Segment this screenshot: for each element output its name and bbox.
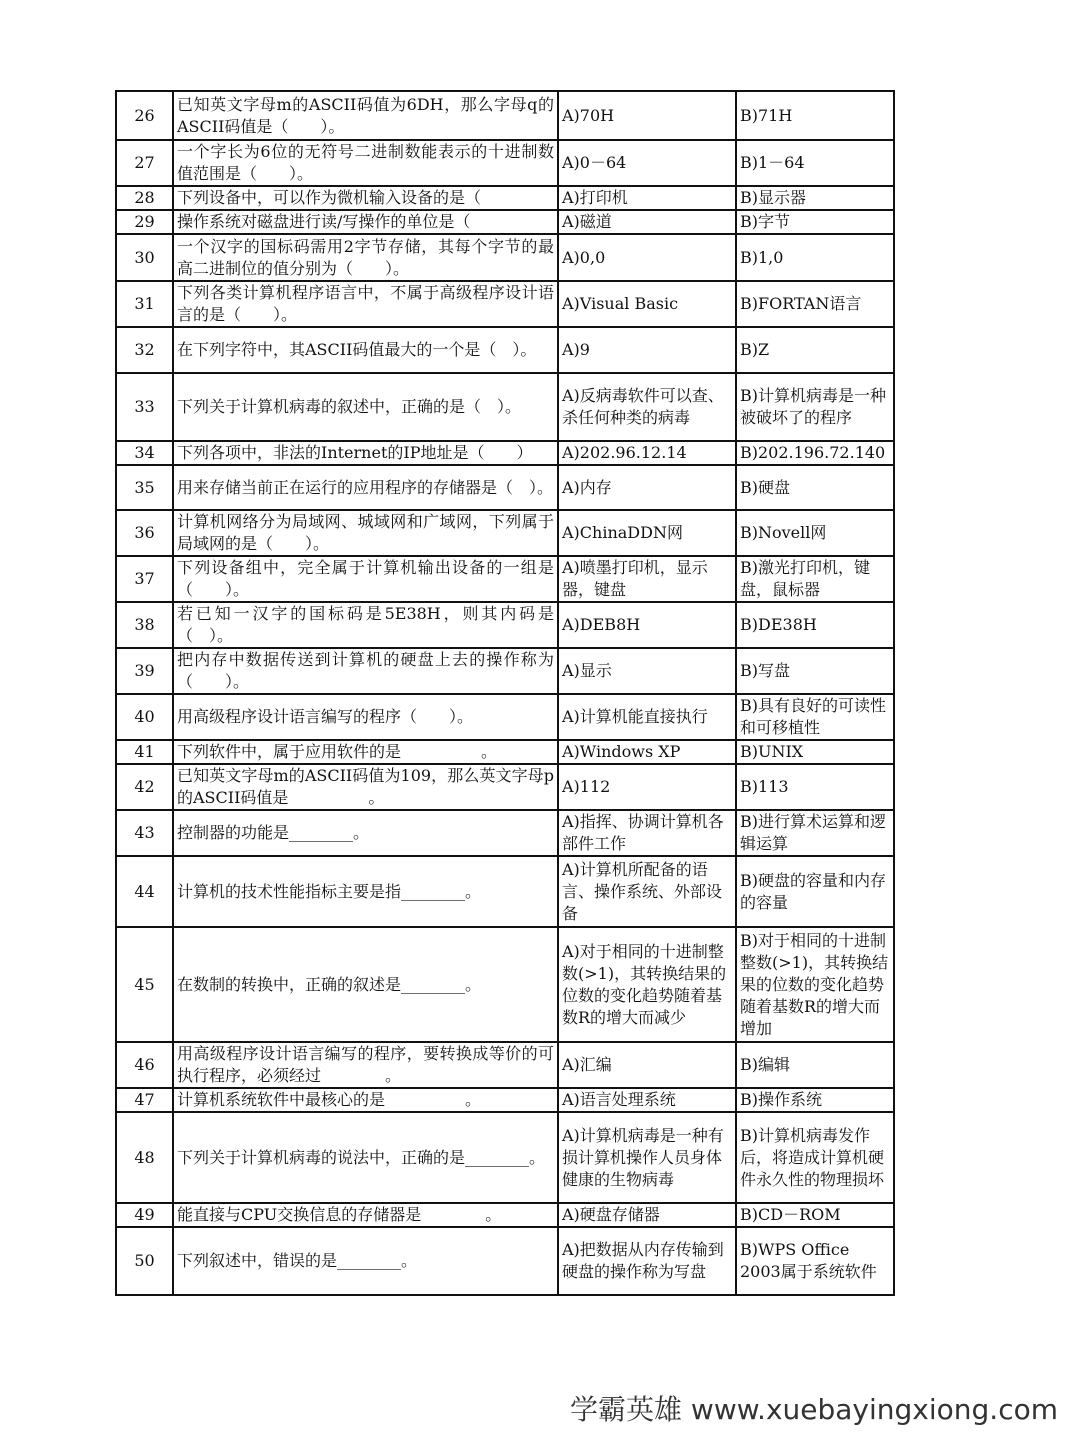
option-a: A)指挥、协调计算机各部件工作 — [558, 810, 736, 856]
question-number: 31 — [116, 281, 173, 327]
question-text: 一个字长为6位的无符号二进制数能表示的十进制数值范围是（ ）。 — [173, 140, 558, 186]
option-b: B)FORTAN语言 — [736, 281, 894, 327]
question-text: 下列设备中，可以作为微机输入设备的是（ — [173, 186, 558, 210]
option-b: B)编辑 — [736, 1042, 894, 1088]
question-text: 用高级程序设计语言编写的程序，要转换成等价的可执行程序，必须经过 。 — [173, 1042, 558, 1088]
table-row — [116, 694, 894, 740]
option-b: B)CD－ROM — [736, 1203, 894, 1227]
table-row — [116, 1088, 894, 1112]
question-number: 38 — [116, 602, 173, 648]
table-row — [116, 140, 894, 186]
option-a: A)202.96.12.14 — [558, 441, 736, 465]
option-b: B)对于相同的十进制整数(>1)，其转换结果的位数的变化趋势随着基数R的增大而增加 — [736, 927, 894, 1042]
question-number: 39 — [116, 648, 173, 694]
question-number: 27 — [116, 140, 173, 186]
question-text: 已知英文字母m的ASCII码值为109，那么英文字母p的ASCII码值是 。 — [173, 764, 558, 810]
option-a: A)喷墨打印机，显示器，键盘 — [558, 556, 736, 602]
question-text: 下列关于计算机病毒的说法中，正确的是________。 — [173, 1112, 558, 1203]
option-b: B)Novell网 — [736, 510, 894, 556]
question-text: 下列软件中，属于应用软件的是 。 — [173, 740, 558, 764]
option-a: A)显示 — [558, 648, 736, 694]
question-text: 下列关于计算机病毒的叙述中，正确的是（ ）。 — [173, 373, 558, 441]
option-a: A)0,0 — [558, 234, 736, 281]
table-row — [116, 602, 894, 648]
question-number: 29 — [116, 210, 173, 234]
option-a: A)打印机 — [558, 186, 736, 210]
option-b: B)202.196.72.140 — [736, 441, 894, 465]
table-row — [116, 927, 894, 1042]
question-number: 32 — [116, 327, 173, 373]
table-row — [116, 556, 894, 602]
table-row — [116, 1112, 894, 1203]
table-row — [116, 465, 894, 510]
option-a: A)对于相同的十进制整数(>1)，其转换结果的位数的变化趋势随着基数R的增大而减少 — [558, 927, 736, 1042]
option-a: A)0－64 — [558, 140, 736, 186]
question-number: 37 — [116, 556, 173, 602]
site-watermark: 学霸英雄 www.xuebayingxiong.com — [570, 1393, 1058, 1426]
question-text: 若已知一汉字的国标码是5E38H，则其内码是（ ）。 — [173, 602, 558, 648]
option-b: B)71H — [736, 91, 894, 140]
table-row — [116, 1203, 894, 1227]
question-number: 36 — [116, 510, 173, 556]
option-a: A)Windows XP — [558, 740, 736, 764]
option-a: A)内存 — [558, 465, 736, 510]
question-number: 41 — [116, 740, 173, 764]
option-a: A)磁道 — [558, 210, 736, 234]
option-a: A)ChinaDDN网 — [558, 510, 736, 556]
table-row — [116, 810, 894, 856]
question-number: 46 — [116, 1042, 173, 1088]
option-a: A)语言处理系统 — [558, 1088, 736, 1112]
question-number: 42 — [116, 764, 173, 810]
question-number: 44 — [116, 856, 173, 927]
table-row — [116, 740, 894, 764]
question-text: 控制器的功能是________。 — [173, 810, 558, 856]
option-b: B)激光打印机，键盘，鼠标器 — [736, 556, 894, 602]
option-a: A)70H — [558, 91, 736, 140]
question-number: 35 — [116, 465, 173, 510]
question-text: 下列各项中，非法的Internet的IP地址是（ ） — [173, 441, 558, 465]
question-text: 计算机网络分为局域网、城域网和广域网，下列属于局域网的是（ ）。 — [173, 510, 558, 556]
option-b: B)Z — [736, 327, 894, 373]
table-row — [116, 1227, 894, 1295]
question-text: 下列设备组中，完全属于计算机输出设备的一组是（ ）。 — [173, 556, 558, 602]
question-text: 计算机的技术性能指标主要是指________。 — [173, 856, 558, 927]
table-row — [116, 327, 894, 373]
question-text: 计算机系统软件中最核心的是 。 — [173, 1088, 558, 1112]
option-a: A)Visual Basic — [558, 281, 736, 327]
table-row — [116, 210, 894, 234]
question-number: 40 — [116, 694, 173, 740]
option-a: A)112 — [558, 764, 736, 810]
question-text: 一个汉字的国标码需用2字节存储，其每个字节的最高二进制位的值分别为（ ）。 — [173, 234, 558, 281]
option-b: B)WPS Office 2003属于系统软件 — [736, 1227, 894, 1295]
table-row — [116, 373, 894, 441]
option-b: B)计算机病毒是一种被破坏了的程序 — [736, 373, 894, 441]
option-b: B)硬盘的容量和内存的容量 — [736, 856, 894, 927]
question-number: 43 — [116, 810, 173, 856]
question-number: 33 — [116, 373, 173, 441]
question-text: 能直接与CPU交换信息的存储器是 。 — [173, 1203, 558, 1227]
question-number: 34 — [116, 441, 173, 465]
table-row — [116, 281, 894, 327]
question-text: 用来存储当前正在运行的应用程序的存储器是（ ）。 — [173, 465, 558, 510]
option-b: B)UNIX — [736, 740, 894, 764]
question-text: 把内存中数据传送到计算机的硬盘上去的操作称为（ ）。 — [173, 648, 558, 694]
table-row — [116, 648, 894, 694]
option-b: B)1,0 — [736, 234, 894, 281]
table-row — [116, 441, 894, 465]
table-row — [116, 186, 894, 210]
question-number: 30 — [116, 234, 173, 281]
option-b: B)写盘 — [736, 648, 894, 694]
option-b: B)进行算术运算和逻辑运算 — [736, 810, 894, 856]
option-b: B)113 — [736, 764, 894, 810]
option-b: B)1－64 — [736, 140, 894, 186]
option-b: B)具有良好的可读性和可移植性 — [736, 694, 894, 740]
question-number: 47 — [116, 1088, 173, 1112]
option-a: A)反病毒软件可以查、杀任何种类的病毒 — [558, 373, 736, 441]
option-b: B)字节 — [736, 210, 894, 234]
question-number: 48 — [116, 1112, 173, 1203]
option-a: A)计算机能直接执行 — [558, 694, 736, 740]
option-b: B)硬盘 — [736, 465, 894, 510]
option-a: A)硬盘存储器 — [558, 1203, 736, 1227]
question-number: 50 — [116, 1227, 173, 1295]
option-a: A)9 — [558, 327, 736, 373]
question-table — [115, 90, 895, 1296]
table-row — [116, 1042, 894, 1088]
question-number: 49 — [116, 1203, 173, 1227]
question-text: 操作系统对磁盘进行读/写操作的单位是（ — [173, 210, 558, 234]
question-text: 在数制的转换中，正确的叙述是________。 — [173, 927, 558, 1042]
question-number: 45 — [116, 927, 173, 1042]
option-b: B)DE38H — [736, 602, 894, 648]
question-text: 下列叙述中，错误的是________。 — [173, 1227, 558, 1295]
question-text: 在下列字符中，其ASCII码值最大的一个是（ ）。 — [173, 327, 558, 373]
option-a: A)把数据从内存传输到硬盘的操作称为写盘 — [558, 1227, 736, 1295]
question-text: 下列各类计算机程序语言中，不属于高级程序设计语言的是（ ）。 — [173, 281, 558, 327]
option-b: B)操作系统 — [736, 1088, 894, 1112]
table-row — [116, 764, 894, 810]
option-b: B)显示器 — [736, 186, 894, 210]
question-number: 28 — [116, 186, 173, 210]
question-text: 已知英文字母m的ASCII码值为6DH，那么字母q的ASCII码值是（ ）。 — [173, 91, 558, 140]
table-row — [116, 856, 894, 927]
question-number: 26 — [116, 91, 173, 140]
question-text: 用高级程序设计语言编写的程序（ ）。 — [173, 694, 558, 740]
option-a: A)DEB8H — [558, 602, 736, 648]
option-a: A)计算机病毒是一种有损计算机操作人员身体健康的生物病毒 — [558, 1112, 736, 1203]
table-row — [116, 91, 894, 140]
table-row — [116, 234, 894, 281]
option-a: A)计算机所配备的语言、操作系统、外部设备 — [558, 856, 736, 927]
option-b: B)计算机病毒发作后，将造成计算机硬件永久性的物理损坏 — [736, 1112, 894, 1203]
option-a: A)汇编 — [558, 1042, 736, 1088]
table-row — [116, 510, 894, 556]
